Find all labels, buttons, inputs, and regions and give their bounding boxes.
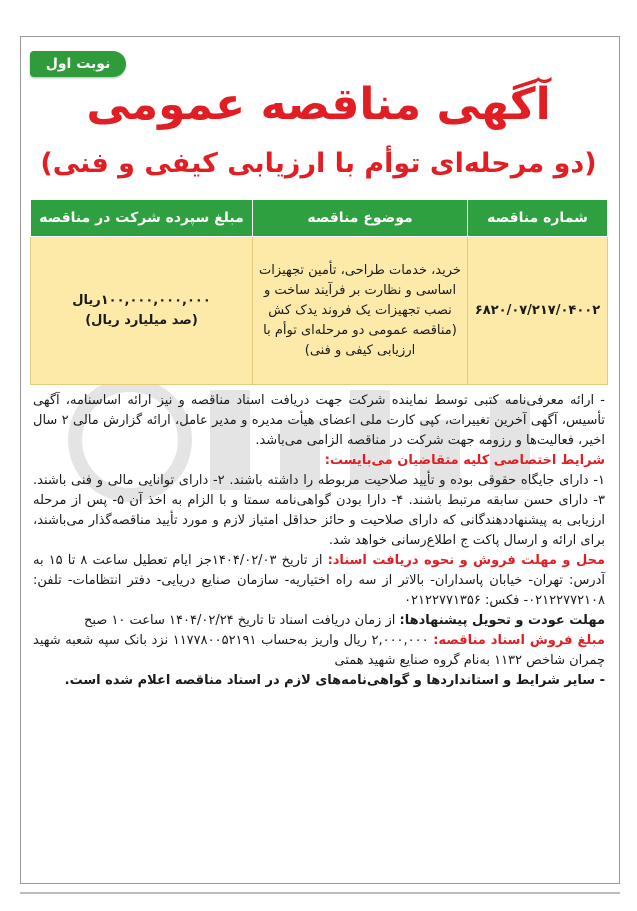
return-text: از زمان دریافت اسناد تا تاریخ ۱۴۰۴/۰۲/۲۴ ساعت ۱۰ صبح	[83, 613, 396, 628]
fee-paragraph	[33, 631, 605, 671]
sale-paragraph	[33, 551, 605, 611]
footer-note: - سایر شرایط و استانداردها و گواهی‌نامه‌های لازم در اسناد مناقصه اعلام شده است.	[64, 673, 605, 688]
col-header-subject: موضوع مناقصه	[253, 200, 468, 237]
return-label: مهلت عودت و تحویل پیشنهادها:	[399, 613, 605, 628]
col-header-number: شماره مناقصه	[468, 200, 608, 237]
tender-number: ۶۸۲۰/۰۷/۲۱۷/۰۴۰۰۲	[468, 237, 608, 385]
notice-subtitle: (دو مرحله‌ای توأم با ارزیابی کیفی و فنی)	[40, 148, 597, 179]
deposit-amount: ۱۰۰,۰۰۰,۰۰۰,۰۰۰ریال	[72, 292, 211, 308]
notice-body	[33, 391, 605, 691]
deposit-words: (صد میلیارد ریال)	[85, 312, 198, 328]
tender-table-header	[31, 200, 608, 237]
conditions-heading: شرایط اختصاصی کلیه متقاضیان می‌بایست:	[324, 453, 605, 468]
deposit-cell	[31, 237, 253, 385]
col-header-deposit: مبلغ سپرده شرکت در مناقصه	[31, 200, 253, 237]
sale-label: محل و مهلت فروش و نحوه دریافت اسناد:	[327, 553, 605, 568]
bottom-divider	[20, 892, 620, 894]
first-notice-badge: نوبت اول	[30, 51, 126, 77]
conditions-text: ۱- دارای جایگاه حقوقی بوده و تأیید صلاحیت مربوطه را داشته باشند. ۲- دارای توانایی مالی و فنی باشند. ۳- دارای حسن سابقه مرتبط باشند. ۴- دارا بودن گواهی‌نامه سمتا و با الزام به اخذ آن ۵- پس از مرحله ارزیابی به پیشنهاددهندگانی که دارای صلاحیت و حائز حداقل امتیاز لازم و مورد تأیید مناقصه‌گذار می‌باشند، برای ارائه و ارسال پاکت ج اطلاع‌رسانی خواهد شد.	[33, 473, 605, 548]
fee-label: مبلغ فروش اسناد مناقصه:	[433, 633, 605, 648]
tender-subject: خرید، خدمات طراحی، تأمین تجهیزات اساسی و نظارت بر فرآیند ساخت و نصب تجهیزات یک فروند یدک کش (مناقصه عمومی دو مرحله‌ای توأم با ارزیابی کیفی و فنی)	[253, 237, 468, 385]
fee-text: ۲,۰۰۰,۰۰۰ ریال واریز به‌حساب ۱۱۷۷۸۰۰۵۲۱۹۱ نزد بانک سپه شعبه شهید چمران شاخص ۱۱۳۲ به‌نام گروه صنایع شهید همتی	[33, 633, 605, 668]
sale-text: از تاریخ ۱۴۰۴/۰۲/۰۳جز ایام تعطیل ساعت ۸ تا ۱۵ به آدرس: تهران- خیابان پاسداران- بالاتر از سه راه اختیاریه- سازمان صنایع دریایی- دفتر انتظامات- تلفن: ۰۲۱۲۲۷۷۲۱۰۸- فکس: ۰۲۱۲۲۷۷۱۳۵۶	[33, 553, 605, 608]
table-row	[31, 237, 608, 385]
return-paragraph	[33, 611, 605, 631]
notice-title: آگهی مناقصه عمومی	[86, 79, 551, 130]
tender-table	[30, 199, 608, 385]
intro-paragraph: - ارائه معرفی‌نامه کتبی توسط نماینده شرکت جهت دریافت اسناد مناقصه و نیز ارائه اساسنامه، آگهی تأسیس، آگهی آخرین تغییرات، کپی کارت ملی اعضای هیأت مدیره و مدیر عامل، ارائه گزارش مالی ۲ سال اخیر، فعالیت‌ها و رزومه جهت شرکت در مناقصه الزامی می‌باشد.	[33, 393, 605, 448]
